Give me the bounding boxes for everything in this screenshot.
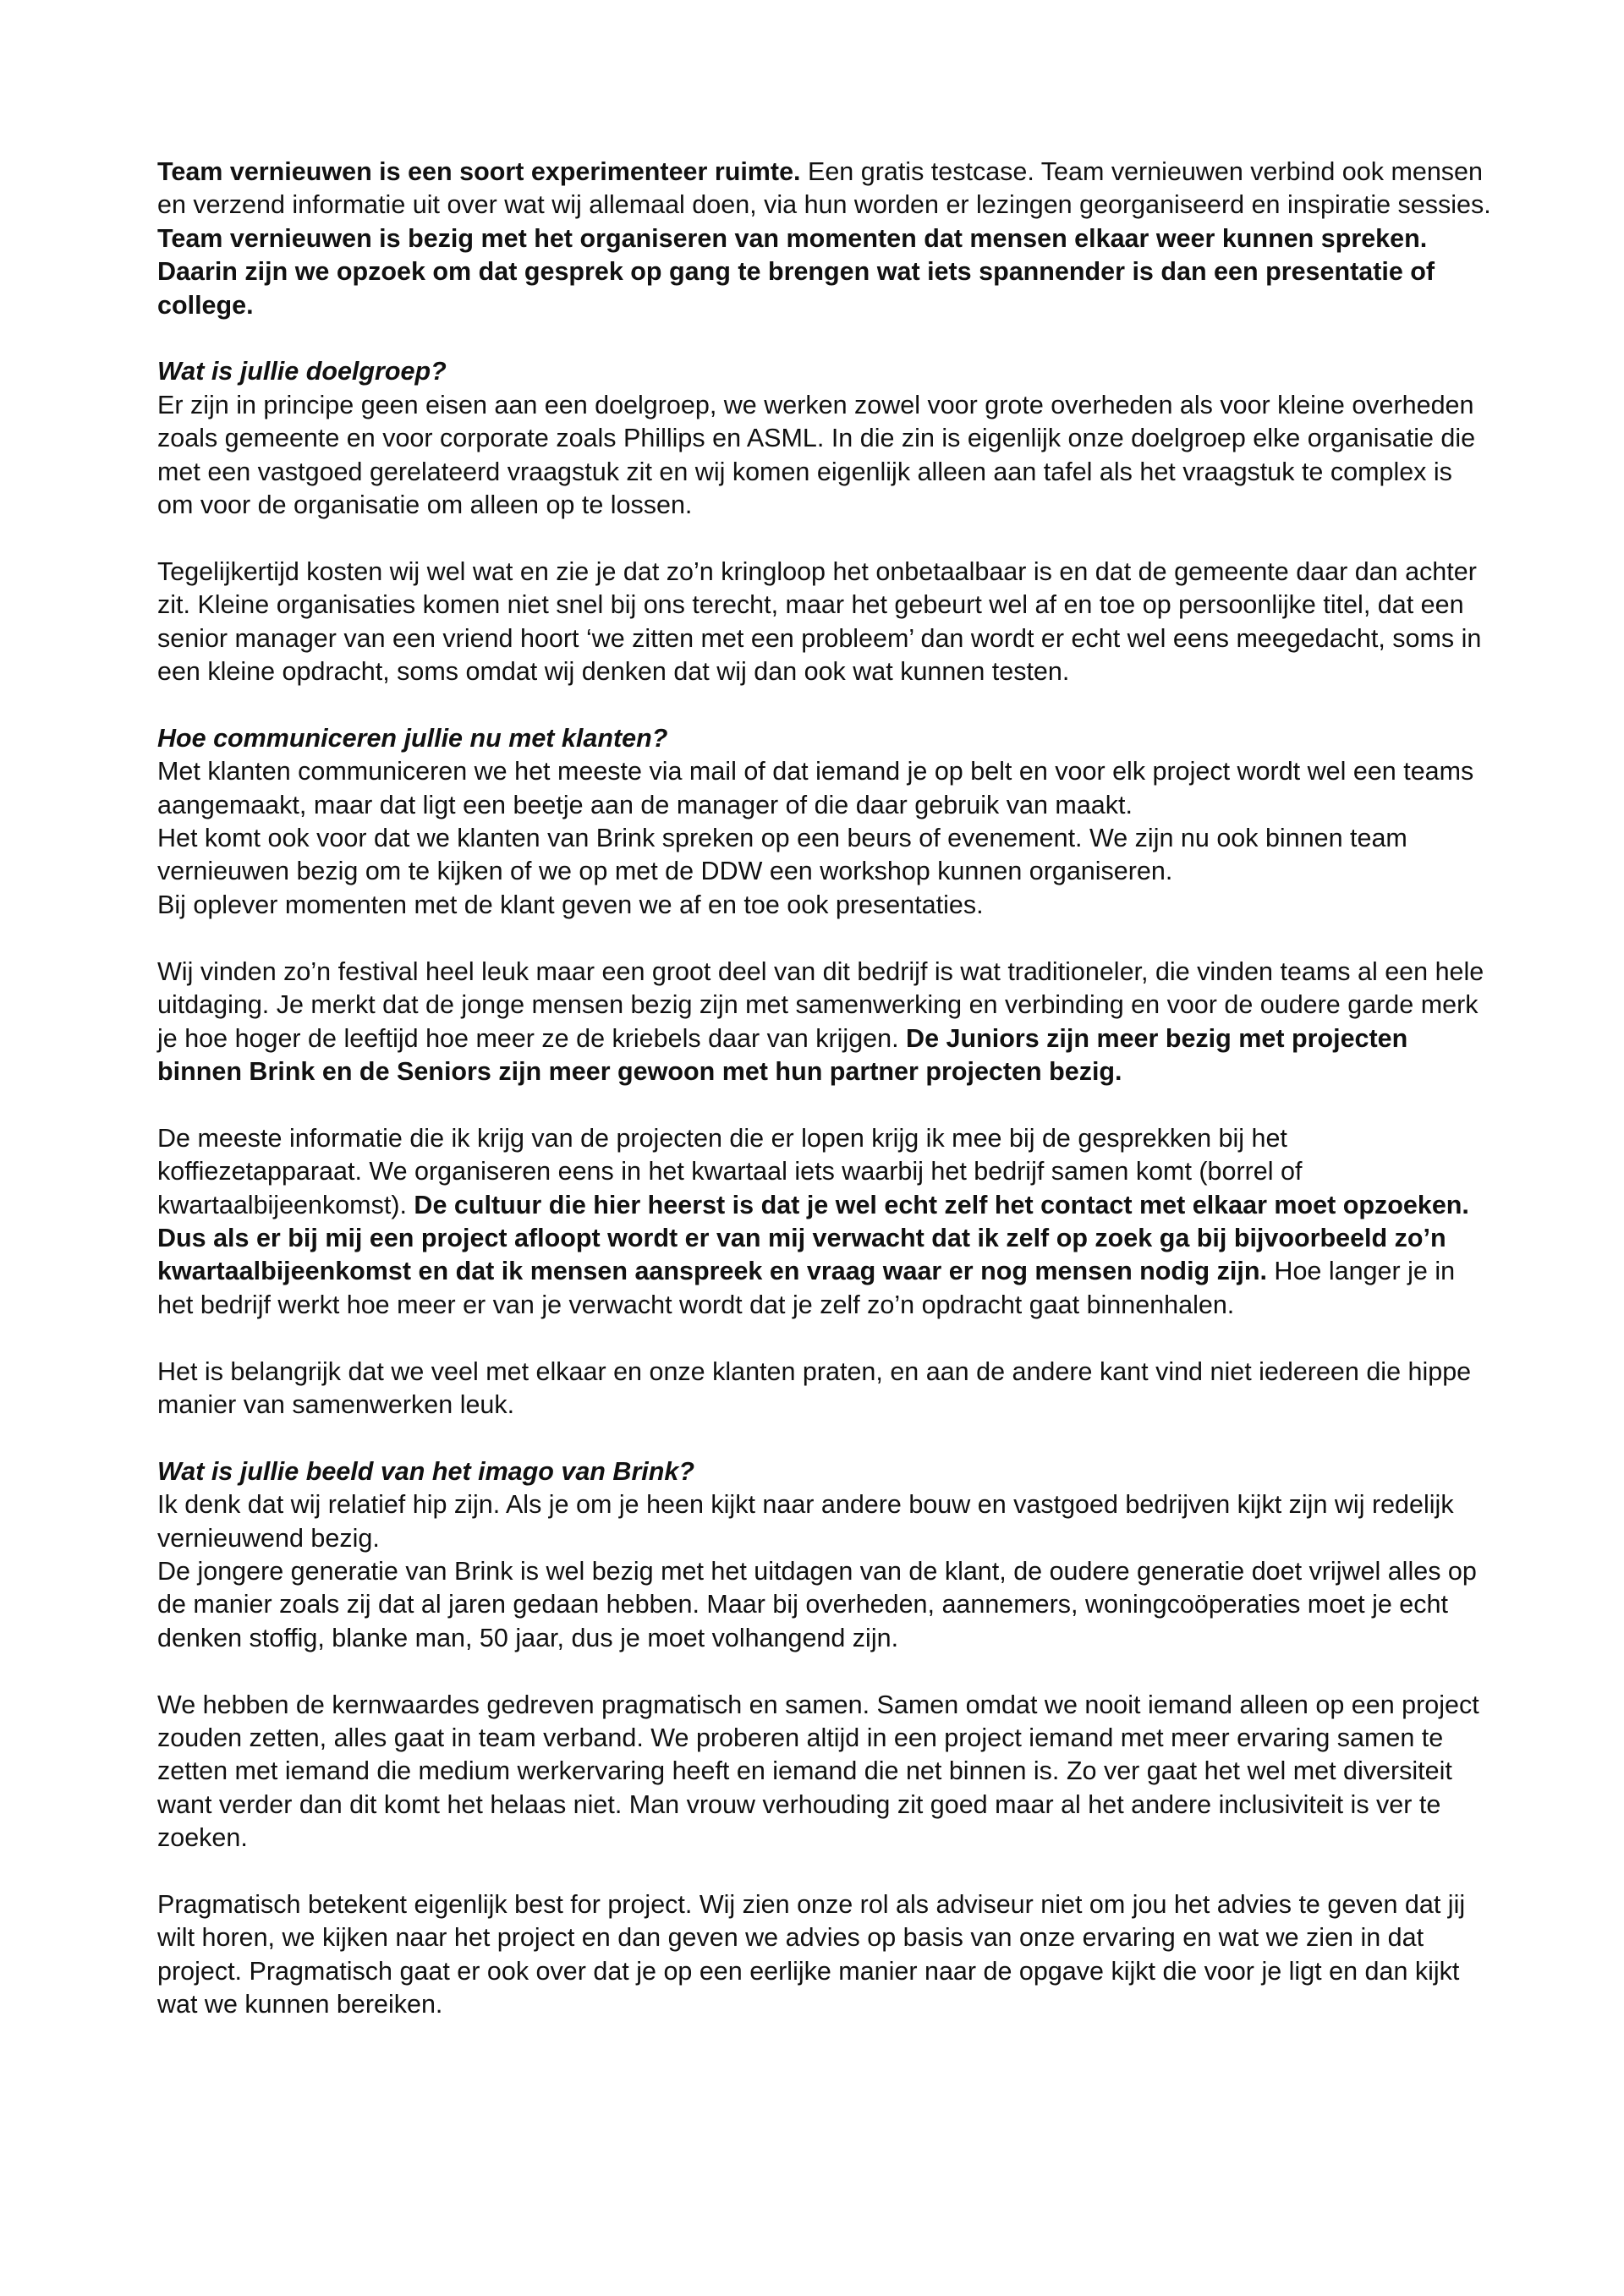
body-text: Er zijn in principe geen eisen aan een doelgroep, we werken zowel voor grote overheden als voor kleine overheden zoals gemeente en voor corporate zoals Phillips en ASML. In die zin is eigenlijk onze doelgroep elke organisatie die met een vastgoed gerelateerd vraagstuk zit en wij komen eigenlijk alleen aan tafel als het vraagstuk te complex is om voor de organisatie om alleen op te lossen. [157, 390, 1476, 520]
section-communicatie [157, 722, 1494, 922]
body-text: Met klanten communiceren we het meeste via mail of dat iemand je op belt en voor elk project wordt wel een teams aangemaakt, maar dat ligt een beetje aan de manager of die daar gebruik van maakt. [157, 757, 1474, 819]
question-heading: Wat is jullie doelgroep? [157, 357, 447, 386]
question-heading: Hoe communiceren jullie nu met klanten? [157, 723, 668, 753]
paragraph-kernwaardes: We hebben de kernwaardes gedreven pragmatisch en samen. Samen omdat we nooit iemand alleen op een project zouden zetten, alles gaat in team verband. We proberen altijd in een project iemand met meer ervaring samen te zetten met iemand die medium werkervaring heeft en iemand die net binnen is. Zo ver gaat het wel met diversiteit want verder dan dit komt het helaas niet. Man vrouw verhouding zit goed maar al het andere inclusiviteit is ver te zoeken. [157, 1690, 1479, 1853]
section-doelgroep [157, 355, 1494, 522]
bold-text: Team vernieuwen is bezig met het organiseren van momenten dat mensen elkaar weer kunnen spreken. Daarin zijn we opzoek om dat gesprek op gang te brengen wat iets spannender is dan een presentatie of college. [157, 223, 1435, 320]
section-imago [157, 1455, 1494, 1655]
paragraph-belangrijk: Het is belangrijk dat we veel met elkaar en onze klanten praten, en aan de andere kant vind niet iedereen die hippe manier van samenwerken leuk. [157, 1356, 1472, 1419]
body-text: Het komt ook voor dat we klanten van Brink spreken op een beurs of evenement. We zijn nu ook binnen team vernieuwen bezig om te kijken of we op met de DDW een workshop kunnen organiseren. [157, 824, 1407, 886]
question-heading: Wat is jullie beeld van het imago van Brink? [157, 1456, 695, 1486]
document-body [157, 156, 1494, 2022]
paragraph-informatie [157, 1122, 1494, 1322]
paragraph-festival [157, 956, 1494, 1089]
body-text: Ik denk dat wij relatief hip zijn. Als je om je heen kijkt naar andere bouw en vastgoed bedrijven kijkt zijn wij redelijk vernieuwend bezig. [157, 1490, 1454, 1553]
bold-text: De Juniors zijn meer bezig met projecten binnen Brink en de Seniors zijn meer gewoon met hun partner projecten bezig. [157, 1023, 1408, 1086]
paragraph-kosten: Tegelijkertijd kosten wij wel wat en zie je dat zo’n kringloop het onbetaalbaar is en dat de gemeente daar dan achter zit. Kleine organisaties komen niet snel bij ons terecht, maar het gebeurt wel af en toe op persoonlijke titel, dat een senior manager van een vriend hoort ‘we zitten met een probleem’ dan wordt er echt wel eens meegedacht, soms in een kleine opdracht, soms omdat wij denken dat wij dan ook wat kunnen testen. [157, 556, 1482, 687]
body-text: Hoe langer je in het bedrijf werkt hoe meer er van je verwacht wordt dat je zelf zo’n opdracht gaat binnenhalen. [157, 1257, 1456, 1319]
body-text: De meeste informatie die ik krijg van de projecten die er lopen krijg ik mee bij de gesprekken bij het koffiezetapparaat. We organiseren eens in het kwartaal iets waarbij het bedrijf samen komt (borrel of kwartaalbijeenkomst). [157, 1123, 1303, 1219]
paragraph-pragmatisch: Pragmatisch betekent eigenlijk best for project. Wij zien onze rol als adviseur niet om jou het advies te geven dat jij wilt horen, we kijken naar het project en dan geven we advies op basis van onze ervaring en wat we zien in dat project. Pragmatisch gaat er ook over dat je op een eerlijke manier naar de opgave kijkt die voor je ligt en dan kijkt wat we kunnen bereiken. [157, 1889, 1466, 2019]
body-text: Een gratis testcase. Team vernieuwen verbind ook mensen en verzend informatie uit over wat wij allemaal doen, via hun worden er lezingen georganiseerd en inspiratie sessies. [157, 157, 1491, 220]
body-text: De jongere generatie van Brink is wel bezig met het uitdagen van de klant, de oudere generatie doet vrijwel alles op de manier zoals zij dat al jaren gedaan hebben. Maar bij overheden, aannemers, woningcoöperaties moet je echt denken stoffig, blanke man, 50 jaar, dus je moet volhangend zijn. [157, 1556, 1477, 1652]
bold-text: De cultuur die hier heerst is dat je wel echt zelf het contact met elkaar moet opzoeken. Dus als er bij mij een project afloopt wordt er van mij verwacht dat ik zelf op zoek ga bij bijvoorbeeld zo’n kwartaalbijeenkomst en dat ik mensen aanspreek en vraag waar er nog mensen nodig zijn. [157, 1190, 1469, 1286]
body-text: Bij oplever momenten met de klant geven we af en toe ook presentaties. [157, 890, 984, 919]
body-text: Wij vinden zo’n festival heel leuk maar een groot deel van dit bedrijf is wat traditioneler, die vinden teams al een hele uitdaging. Je merkt dat de jonge mensen bezig zijn met samenwerking en verbinding en voor de oudere garde merk je hoe hoger de leeftijd hoe meer ze de kriebels daar van krijgen. [157, 956, 1484, 1053]
bold-text: Team vernieuwen is een soort experimenteer ruimte. [157, 157, 801, 186]
paragraph-team-vernieuwen [157, 156, 1494, 322]
